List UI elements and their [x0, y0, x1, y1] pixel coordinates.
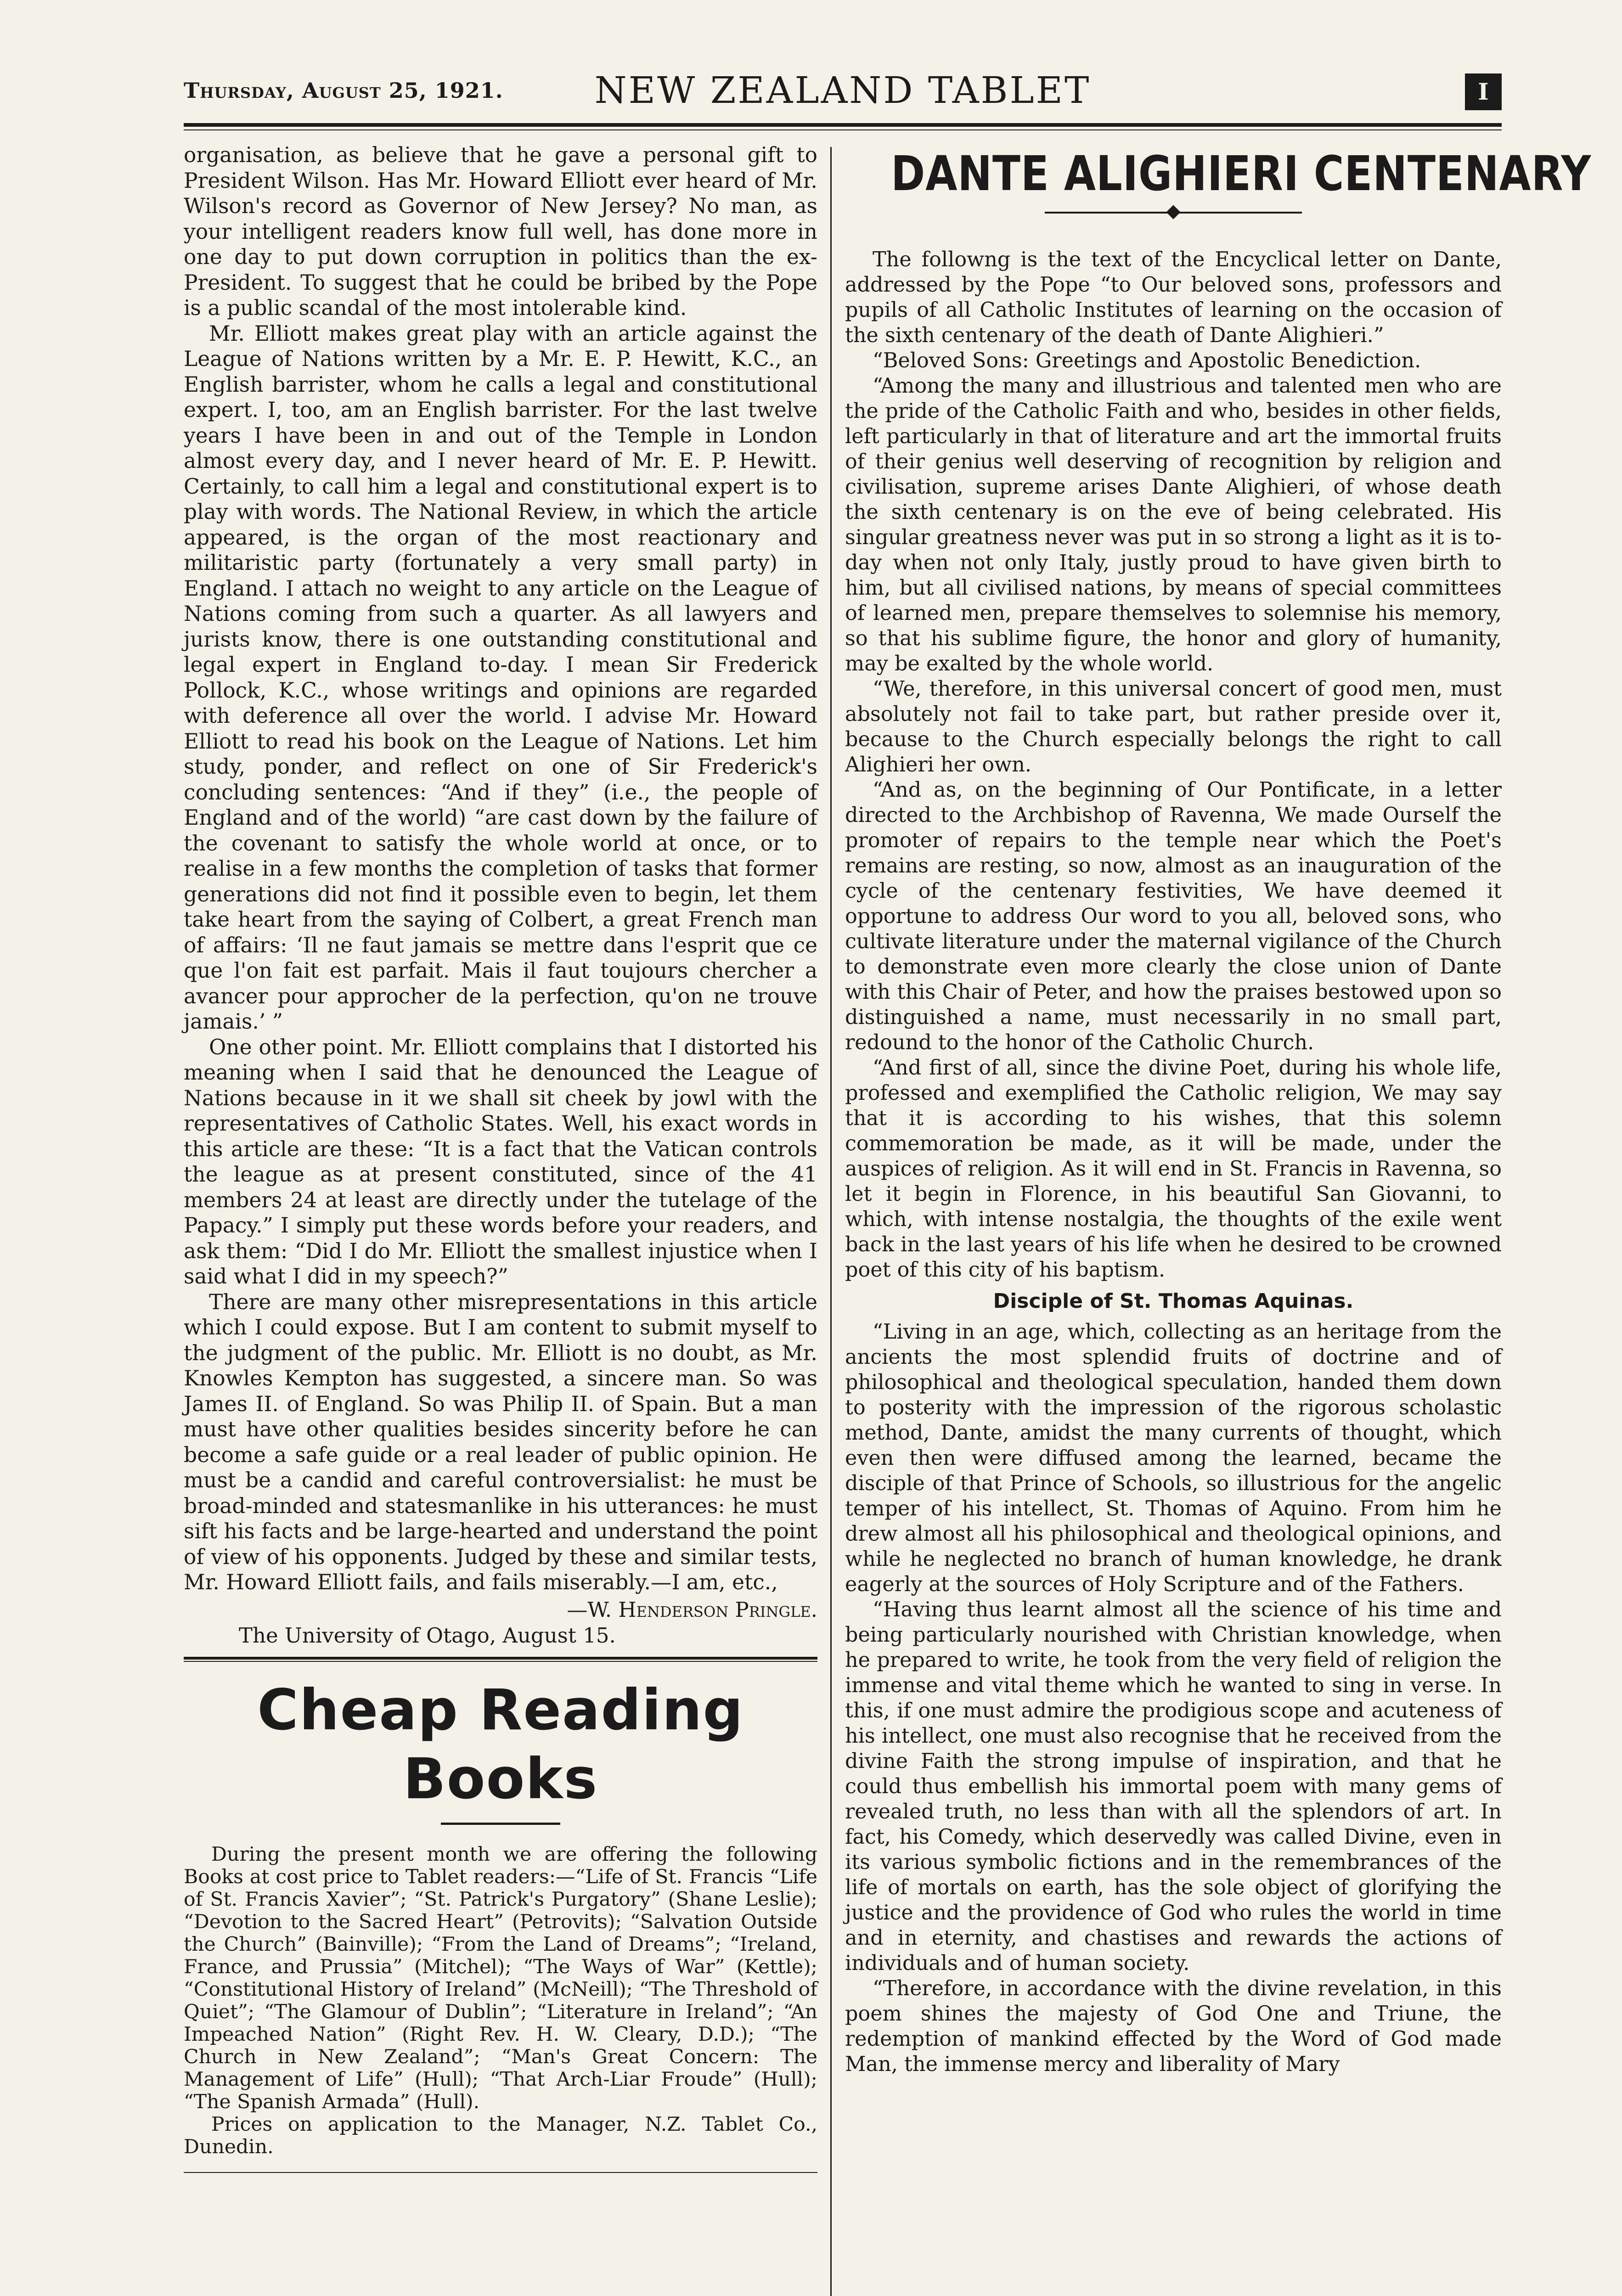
books-advert-prices: Prices on application to the Manager, N.Z. Tablet Co., Dunedin.: [184, 2113, 817, 2158]
books-advert: [184, 1676, 817, 2158]
header-rule: [184, 123, 1502, 127]
page-marker: I: [1465, 73, 1502, 110]
article-paragraph: “And as, on the beginning of Our Pontificate, in a letter directed to the Archbishop of Ravenna, We made Ourself the promoter of repairs to the temple near which the Poet's remains are resting, so now, almost as an inauguration of the cycle of the centenary festivities, We have deemed it opportune to address Our word to you all, beloved sons, who cultivate literature under the maternal vigilance of the Church to demonstrate even more clearly the close union of Dante with this Chair of Peter, and how the praises bestowed upon so distinguished a name, must necessarily in no small part, redound to the honor of the Catholic Church.: [845, 778, 1502, 1054]
section-rule-thin: [184, 1661, 817, 1662]
letter-paragraph: organisation, as believe that he gave a personal gift to President Wilson. Has Mr. Howard Elliott ever heard of Mr. Wilson's record as Governor of New Jersey? No man, as your intelligent readers know full well, has done more in one day to put down corruption in politics than the ex-President. To suggest that he could be bribed by the Pope is a public scandal of the most intolerable kind.: [184, 143, 817, 320]
left-column: [184, 142, 817, 2173]
article-paragraph: “We, therefore, in this universal concert of good men, must absolutely not fail to take part, but rather preside over it, because to the Church especially belongs the right to call Alighieri her own.: [845, 677, 1502, 777]
column-divider: [830, 147, 832, 2296]
signature-name: Henderson Pringle.: [618, 1597, 817, 1622]
article-paragraph: “Therefore, in accordance with the divine revelation, in this poem shines the majesty of God One and Triune, the redemption of mankind effected by the Word of God made Man, the immense mercy and liberality of Mary: [845, 1977, 1502, 2076]
section-rule: [184, 1657, 817, 1660]
masthead-title: NEW ZEALAND TABLET: [594, 69, 1091, 112]
article-paragraph: “Among the many and illustrious and talented men who are the pride of the Catholic Faith and who, besides in other fields, left particularly in that of literature and art the immortal fruits of their genius well deserving of recognition by religion and civilisation, supreme arises Dante Alighieri, of whose death the sixth centenary is on the eve of being celebrated. His singular greatness never was put in so strong a light as it is to-day when not only Italy, justly proud to have given birth to him, but all civilised nations, by means of special committees of learned men, prepare themselves to solemnise his memory, so that his sublime figure, the honor and glory of humanity, may be exalted by the whole world.: [845, 374, 1502, 675]
diamond-ornament-icon: [1166, 205, 1180, 219]
diamond-divider: [1045, 206, 1302, 219]
header-rule-thin: [184, 129, 1502, 130]
letter-signature: [184, 1597, 817, 1623]
letter-paragraph: There are many other misrepresentations in this article which I could expose. But I am content to submit myself to the judgment of the public. Mr. Elliott is no doubt, as Mr. Knowles Kempton has suggested, a sincere man. So was James II. of England. So was Philip II. of Spain. But a man must have other qualities besides sincerity before he can become a safe guide or a real leader of public opinion. He must be a candid and careful controversialist: he must be broad-minded and statesmanlike in his utterances: he must sift his facts and be large-hearted and understand the point of view of his opponents. Judged by these and similar tests, Mr. Howard Elliott fails, and fails miserably.—I am, etc.,: [184, 1289, 817, 1594]
advert-divider: [441, 1823, 560, 1825]
article-paragraph: “Beloved Sons: Greetings and Apostolic Benediction.: [873, 349, 1421, 372]
letter-to-editor: [184, 142, 817, 1649]
signature-prefix: —W.: [567, 1597, 619, 1622]
letter-paragraph: One other point. Mr. Elliott complains that I distorted his meaning when I said that he denounced the League of Nations because in it we shall sit cheek by jowl with the representatives of Catholic States. Well, his exact words in this article are these: “It is a fact that the Vatican controls the league as at present constituted, since of the 41 members 24 at least are directly under the tutelage of the Papacy.” I simply put these words before your readers, and ask them: “Did I do Mr. Elliott the smallest injustice when I said what I did in my speech?”: [184, 1035, 817, 1289]
books-advert-title: Cheap Reading Books: [257, 1677, 744, 1812]
letter-affiliation: The University of Otago, August 15.: [239, 1623, 616, 1648]
letter-paragraph: Mr. Elliott makes great play with an article against the League of Nations written by a Mr. E. P. Hewitt, K.C., an English barrister, whom he calls a legal and constitutional expert. I, too, am an English barrister. For the last twelve years I have been in and out of the Temple in London almost every day, and I never heard of Mr. E. P. Hewitt. Certainly, to call him a legal and constitutional expert is to play with words. The National Review, in which the article appeared, is the organ of the most reactionary and militaristic party (fortunately a very small party) in England. I attach no weight to any article on the League of Nations coming from such a quarter. As all lawyers and jurists know, there is one outstanding constitutional and legal expert in England to-day. I mean Sir Frederick Pollock, K.C., whose writings and opinions are regarded with deference all over the world. I advise Mr. Howard Elliott to read his book on the League of Nations. Let him study, ponder, and reflect on one of Sir Frederick's concluding sentences: “And if they” (i.e., the people of England and of the world) “are cast down by the failure of the covenant to satisfy the whole world at once, or to realise in a few months the completion of tasks that former generations did not find it possible even to begin, let them take heart from the saying of Colbert, a great French man of affairs: ‘Il ne faut jamais se mettre dans l'esprit que ce que l'on fait est parfait. Mais il faut toujours chercher a avancer pour approcher de la perfection, qu'on ne trouve jamais.’ ”: [184, 321, 817, 1034]
page-header: [184, 69, 1502, 124]
article-heading: DANTE ALIGHIERI CENTENARY: [891, 146, 1592, 202]
article-paragraph: “Having thus learnt almost all the science of his time and being particularly nourished with Christian knowledge, when he prepared to write, he took from the very field of religion the immense and vital theme which he wanted to sing in verse. In this, if one must admire the prodigious scope and acuteness of his intellect, one must also recognise that he received from the divine Faith the strong impulse of inspiration, and that he could thus embellish his immortal poem with many gems of revealed truth, no less than with all the splendors of art. In fact, his Comedy, which deservedly was called Divine, even in its various symbolic fictions and in the remembrances of the life of mortals on earth, has the sole object of glorifying the justice and the providence of God who rules the world in time and in eternity, and chastises and rewards the actions of individuals and of human society.: [845, 1598, 1502, 1975]
article-subheading: Disciple of St. Thomas Aquinas.: [993, 1289, 1354, 1313]
article-paragraph: “Living in an age, which, collecting as an heritage from the ancients the most splendid fruits of doctrine and of philosophical and theological speculation, handed them down to posterity with the impression of the rigorous scholastic method, Dante, amidst the many currents of thought, which even then were diffused among the learned, became the disciple of that Prince of Schools, so illustrious for the angelic temper of his intellect, St. Thomas of Aquino. From him he drew almost all his philosophical and theological opinions, and while he neglected no branch of human knowledge, he drank eagerly at the sources of Holy Scripture and of the Fathers.: [845, 1320, 1502, 1596]
advert-bottom-rule: [184, 2172, 817, 2173]
issue-date: Thursday, August 25, 1921.: [184, 78, 503, 103]
article-paragraph: The followng is the text of the Encyclical letter on Dante, addressed by the Pope “to Our beloved sons, professors and pupils of all Catholic Institutes of learning on the occasion of the sixth centenary of the death of Dante Alighieri.”: [845, 248, 1502, 347]
books-advert-body: During the present month we are offering the following Books at cost price to Tablet readers:—“Life of St. Francis “Life of St. Francis Xavier”; “St. Patrick's Purgatory” (Shane Leslie); “Devotion to the Sacred Heart” (Petrovits); “Salvation Outside the Church” (Bainville); “From the Land of Dreams”; “Ireland, France, and Prussia” (Mitchel); “The Ways of War” (Kettle); “Constitutional History of Ireland” (McNeill); “The Threshold of Quiet”; “The Glamour of Dublin”; “Literature in Ireland”; “An Impeached Nation” (Right Rev. H. W. Cleary, D.D.); “The Church in New Zealand”; “Man's Great Concern: The Management of Life” (Hull); “That Arch-Liar Froude” (Hull); “The Spanish Armada” (Hull).: [184, 1843, 817, 2113]
article-paragraph: “And first of all, since the divine Poet, during his whole life, professed and exemplified the Catholic religion, We may say that it is according to his wishes, that this solemn commemoration be made, as it will be made, under the auspices of religion. As it will end in St. Francis in Ravenna, so let it begin in Florence, in his beautiful San Giovanni, to which, with intense nostalgia, the thoughts of the exile went back in the last years of his life when he desired to be crowned poet of this city of his baptism.: [845, 1056, 1502, 1282]
right-column: [845, 142, 1592, 2077]
